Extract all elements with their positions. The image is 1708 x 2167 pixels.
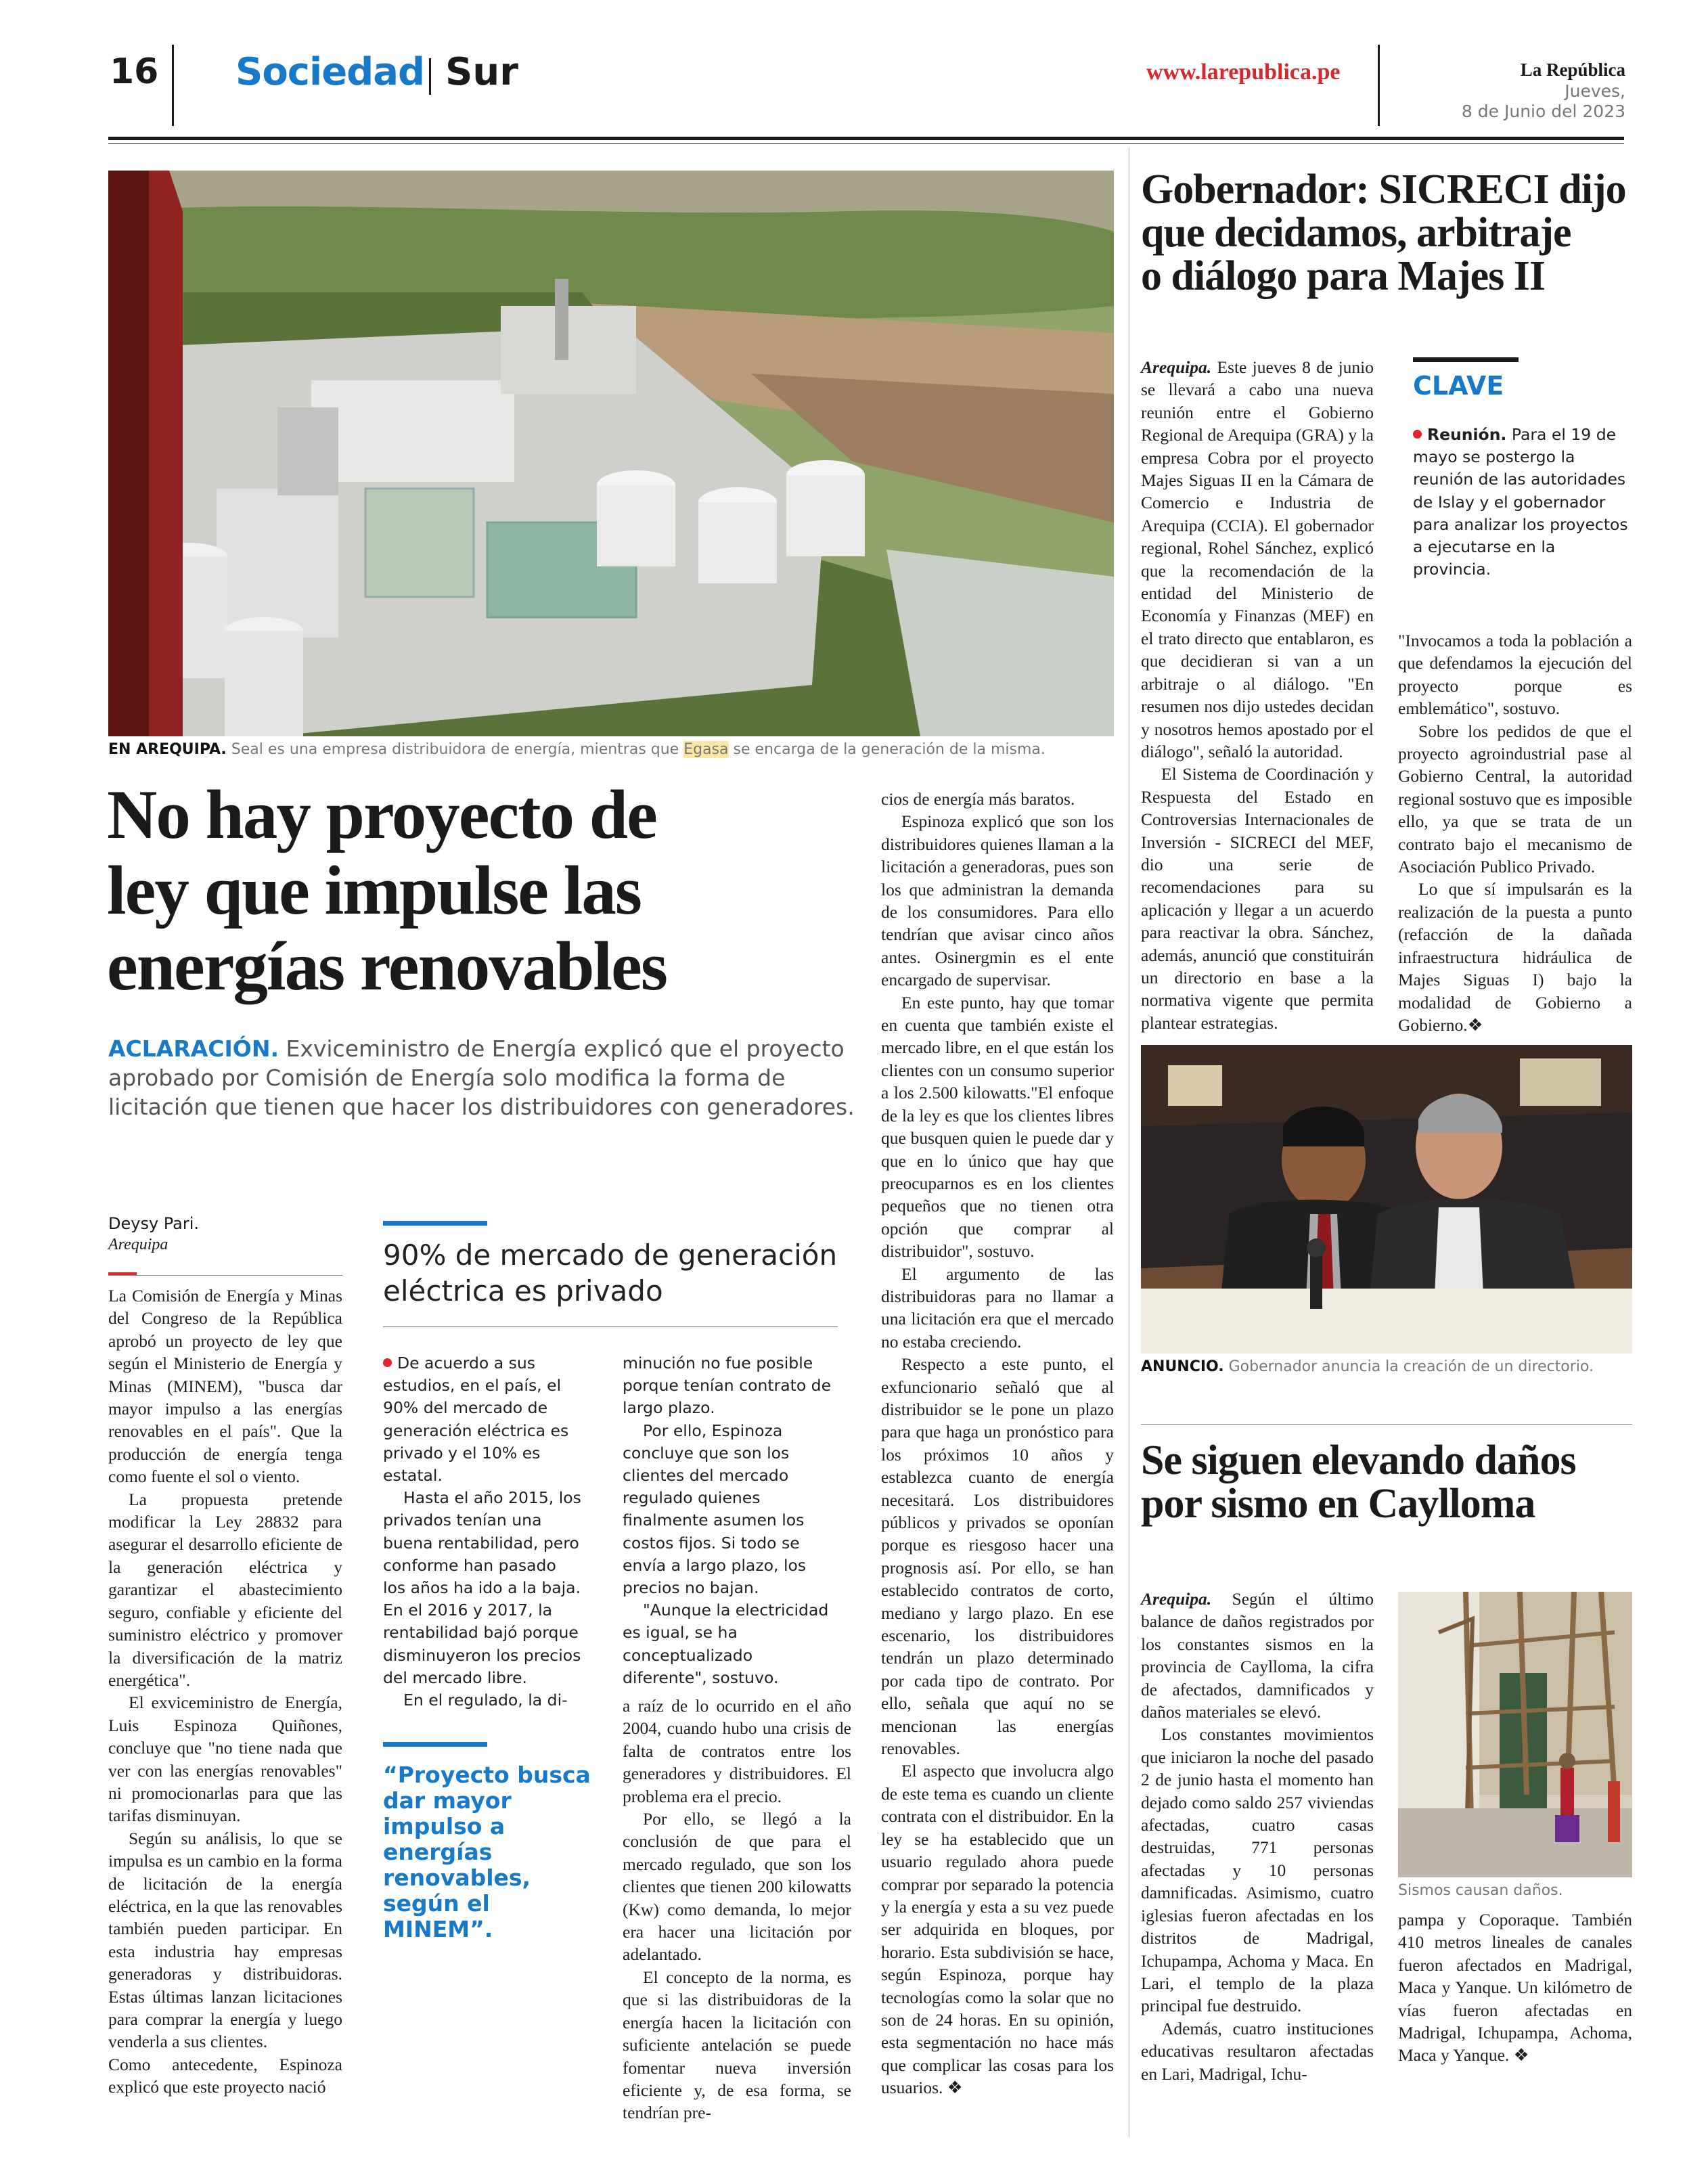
headline-line-2: que decidamos, arbitraje	[1141, 210, 1571, 256]
pull-quote: “Proyecto busca dar mayor impulso a energías renovables, según el MINEM”.	[383, 1762, 591, 1942]
sidebar-paragraph: Hasta el año 2015, los privados tenían una buena rentabilidad, pero conforme han pasado los años ha ido a la baja. En el 2016 y 2017, la rentabilidad bajó porque disminuyeron los precios del mercado libre.	[383, 1488, 581, 1687]
paragraph: El Sistema de Coordinación y Respuesta del Estado en Controversias Internacionales de Inversión - SICRECI del MEF, dio una serie de recomendaciones para su aplicación y llegar a un acuerdo para reactivar la obra. Sánchez, además, anunció que constituirán un directorio en base a la normativa vigente que permita plantear estrategias.	[1141, 764, 1374, 1033]
governor-illustration	[1141, 1045, 1632, 1354]
clave-label: CLAVE	[1413, 371, 1504, 401]
header-rule	[108, 137, 1624, 140]
gobernador-column-2	[1398, 629, 1632, 1036]
paragraph: Sobre los pedidos de que el proyecto agroindustrial pase al Gobierno Central, la autoridad regional sostuvo que es imposible ello, ya que se trata de un contrato bajo el mecanismo de Asociación Publico Privado.	[1398, 721, 1632, 877]
header-weekday: Jueves,	[1565, 81, 1625, 101]
caption-highlight: Egasa	[683, 741, 729, 758]
paragraph: El aspecto que involucra algo de este tema es cuando un cliente contrata con el distribuidor. En la ley se ha establecido que un usuario regulado ahora puede comprar por separado la potencia y la energía y esta a su vez puede ser adquirida en bloques, por horario. Esta subdivisión se hace, según Espinoza, porque hay tecnologías como la solar que no son de 24 horas. En su opinión, esta segmentación no hace más que complicar las cosas para los usuarios. ❖	[881, 1761, 1114, 2098]
paragraph: El argumento de las distribuidoras para no llamar a una licitación era que el mercado no estaba creciendo.	[881, 1264, 1114, 1351]
gobernador-column-1	[1141, 356, 1374, 1034]
sismo-photo-caption: Sismos causan daños.	[1398, 1882, 1563, 1899]
place-label: Arequipa.	[1141, 1589, 1212, 1609]
headline-line-2: por sismo en Caylloma	[1141, 1481, 1535, 1527]
bullet-dot-icon	[383, 1358, 392, 1367]
power-plant-photo	[108, 171, 1114, 736]
main-headline	[107, 777, 667, 1004]
header-date: 8 de Junio del 2023	[1461, 102, 1625, 121]
author-rule-thin	[108, 1275, 342, 1276]
pull-quote-rule	[383, 1742, 487, 1747]
main-column-1	[108, 1284, 342, 2099]
sidebar-title-rule	[383, 1326, 838, 1327]
author-location: Arequipa	[108, 1236, 168, 1253]
caption-label: EN AREQUIPA.	[108, 741, 227, 758]
damaged-church-illustration	[1398, 1592, 1632, 1877]
article-separator	[1141, 1424, 1632, 1425]
paragraph: Por ello, se llegó a la conclusión de que para el mercado regulado, que son los clientes que tienen 200 kilowatts (Kw) como demanda, lo mejor era hacer una licitación por adelantado.	[623, 1809, 851, 1965]
paragraph: La Comisión de Energía y Minas del Congreso de la República aprobó un proyecto de ley que según el Ministerio de Energía y Minas (MINEM), "busca dar mayor impulso a las energías renovables en el país". Que la producción de energía tenga como fuente el sol o viento.	[108, 1286, 342, 1487]
paragraph: Respecto a este punto, el exfuncionario señaló que al distribuidor se le pone un plazo para que haga un pronóstico para los próximos 10 años y establezca cuanto de energía necesitará. Los distribuidores públicos y privados se oponían porque es riesgoso hacer una prognosis así. Por ello, se han establecido contratos de corto, mediano y largo plazo. En ese escenario, los distribuidores tendrán un plazo determinado por cada tipo de contrato. Por ello, señala que aquí no se mencionan las energías renovables.	[881, 1354, 1114, 1759]
headline-line-3: o diálogo para Majes II	[1141, 253, 1545, 299]
paragraph: El concepto de la norma, es que si las distribuidoras de la energía hacen la licitación con suficiente antelación se puede fomentar nueva inversión eficiente y, de esa forma, se tendrían pre-	[623, 1967, 851, 2123]
sidebar-paragraph: De acuerdo a sus estudios, en el país, el 90% del mercado de generación eléctrica es privado y el 10% es estatal.	[383, 1354, 569, 1485]
clave-rule	[1413, 357, 1519, 362]
paragraph: cios de energía más baratos.	[881, 789, 1075, 809]
paragraph: La propuesta pretende modificar la Ley 28832 para asegurar el desarrollo eficiente de la generación eléctrica y garantizar el abastecimiento seguro, confiable y eficiente del suministro eléctrico y promover la diversificación de la matriz energética".	[108, 1489, 342, 1690]
paragraph: Los constantes movimientos que iniciaron la noche del pasado 2 de junio hasta el momento han dejado como saldo 257 viviendas afectadas, cuatro casas destruidas, 771 personas afectadas y 10 personas damnificadas. Asimismo, cuatro iglesias fueron afectadas en los distritos de Madrigal, Ichupampa, Achoma y Maca. En Lari, el templo de la plaza principal fue destruido.	[1141, 1724, 1374, 2016]
section-separator	[429, 58, 431, 95]
sidebar-paragraph: En el regulado, la di-	[403, 1691, 568, 1710]
main-column-3	[623, 1695, 851, 2124]
main-column-4	[881, 788, 1114, 2099]
main-photo-caption	[108, 740, 1046, 759]
place-label: Arequipa.	[1141, 357, 1212, 377]
header-divider-right	[1378, 45, 1380, 126]
sismo-column-1	[1141, 1588, 1374, 2085]
caption-text-a: Seal es una empresa distribuidora de energía, mientras que	[231, 741, 679, 758]
lead-label: ACLARACIÓN.	[108, 1035, 279, 1062]
governor-photo	[1141, 1045, 1632, 1354]
clave-bold: Reunión.	[1427, 425, 1507, 444]
paragraph: Lo que sí impulsarán es la realización de la puesta a punto (refacción de la dañada infraestructura hidráulica de Majes Siguas I) bajo la modalidad de Gobierno a Gobierno.❖	[1398, 879, 1632, 1035]
sidebar-top-rule	[383, 1221, 487, 1226]
paragraph: Según su análisis, lo que se impulsa es un cambio en la forma de licitación de la energía eléctrica, en la que las renovables también pueden participar. En esta industria hay empresas generadoras y distribuidoras. Estas últimas lanzan licitaciones para comprar la energía y luego venderla a sus clientes.	[108, 1828, 342, 2052]
sidebar-column-left	[383, 1352, 583, 1712]
bullet-dot-icon	[1413, 430, 1422, 439]
paragraph: Arequipa. Según el último balance de daños registrados por los constantes sismos en la provincia de Caylloma, la cifra de afectados, damnificados y daños materiales se elevó.	[1141, 1589, 1374, 1722]
publication-name: La República	[1520, 60, 1625, 80]
paragraph: a raíz de lo ocurrido en el año 2004, cuando hubo una crisis de falta de contratos entre los generadores y distribuidores. El problema era el precio.	[623, 1696, 851, 1806]
page-number: 16	[110, 51, 159, 92]
subsection-title[interactable]: Sur	[445, 50, 518, 94]
website-link[interactable]: www.larepublica.pe	[1146, 60, 1341, 85]
paragraph: Como antecedente, Espinoza explicó que este proyecto nació	[108, 2054, 342, 2097]
caption-text: Gobernador anuncia la creación de un directorio.	[1228, 1358, 1594, 1375]
paragraph: pampa y Coporaque. También 410 metros lineales de canales fueron afectados en Madrigal, Maca y Yanque. Un kilómetro de vías fueron afectadas en Madrigal, Ichupampa, Achoma, Maca y Yanque. ❖	[1398, 1910, 1632, 2065]
headline-line-1: No hay proyecto de	[107, 776, 656, 853]
gobernador-headline	[1141, 168, 1626, 298]
paragraph: "Invocamos a toda la población a que defendamos la ejecución del proyecto porque es emblemático", sostuvo.	[1398, 631, 1632, 719]
headline-line-1: Se siguen elevando daños	[1141, 1437, 1576, 1483]
sidebar-column-right	[623, 1352, 838, 1689]
paragraph: Arequipa. Este jueves 8 de junio se llevará a cabo una nueva reunión entre el Gobierno Regional de Arequipa (GRA) y la empresa Cobra por el proyecto Majes Siguas II en la Cámara de Comercio e Industria de Arequipa (CCIA). El gobernador regional, Rohel Sánchez, explicó que la recomendación de la entidad del Ministerio de Economía y Finanzas (MEF) en el trato directo que entablaron, es que decidieran si van a un arbitraje o al diálogo. "En resumen nos dijo ustedes decidan y nosotros hemos apostado por el diálogo", señaló la autoridad.	[1141, 357, 1374, 761]
sismo-column-2	[1398, 1908, 1632, 2067]
paragraph: En este punto, hay que tomar en cuenta que también existe el mercado libre, en el que están los clientes con un consumo superior a los 2.500 kilowatts."El enfoque de la ley es que los clientes libres que busquen quien le puede dar y que en lo único que hay que preocuparnos es en los clientes pequeños que no tienen otra opción que comprar al distribuidor", sostuvo.	[881, 992, 1114, 1261]
lead-text: Exviceministro de Energía explicó que el proyecto aprobado por Comisión de Energía solo modifica la forma de licitación que tienen que hacer los distribuidores con generadores.	[108, 1035, 855, 1120]
paragraph: Espinoza explicó que son los distribuidores quienes llaman a la licitación a generadoras, pues son los que administran la demanda de los consumidores. Para ello tendrían que avisar cinco años antes. Osinergmin es el ente encargado de supervisar.	[881, 811, 1114, 990]
author-name: Deysy Pari.	[108, 1214, 200, 1233]
header-divider	[172, 45, 174, 126]
headline-line-1: Gobernador: SICRECI dijo	[1141, 166, 1626, 213]
clave-text: Reunión. Para el 19 de mayo se postergo la reunión de las autoridades de Islay y el gobernador para analizar los proyectos a ejecutarse en la provincia.	[1413, 425, 1628, 579]
paragraph: El exviceministro de Energía, Luis Espinoza Quiñones, concluye que "no tiene nada que ver con las energías renovables" ni promocionarlas para que las tarifas disminuyan.	[108, 1693, 342, 1826]
sismo-photo	[1398, 1592, 1632, 1877]
sidebar-title: 90% de mercado de generación eléctrica es privado	[383, 1238, 838, 1308]
governor-photo-caption	[1141, 1358, 1594, 1377]
caption-label: ANUNCIO.	[1141, 1358, 1224, 1375]
power-plant-illustration	[108, 171, 1114, 736]
paragraph: Además, cuatro instituciones educativas resultaron afectadas en Lari, Madrigal, Ichu-	[1141, 2018, 1374, 2084]
headline-line-3: energías renovables	[107, 928, 667, 1005]
sismo-headline	[1141, 1439, 1576, 1525]
header-rule-thin	[108, 143, 1624, 144]
headline-line-2: ley que impulse las	[107, 852, 641, 929]
sidebar-paragraph: "Aunque la electricidad es igual, se ha conceptualizado diferente", sostuvo.	[623, 1601, 829, 1687]
sidebar-paragraph: Por ello, Espinoza concluye que son los clientes del mercado regulado quienes finalmente asumen los costos fijos. Si todo se envía a largo plazo, los precios no bajan.	[623, 1421, 807, 1598]
section-title[interactable]: Sociedad	[235, 50, 425, 94]
caption-text-b: se encarga de la generación de la misma.	[733, 741, 1046, 758]
sidebar-paragraph: minución no fue posible porque tenían contrato de largo plazo.	[623, 1354, 832, 1418]
lead-paragraph	[108, 1034, 880, 1121]
